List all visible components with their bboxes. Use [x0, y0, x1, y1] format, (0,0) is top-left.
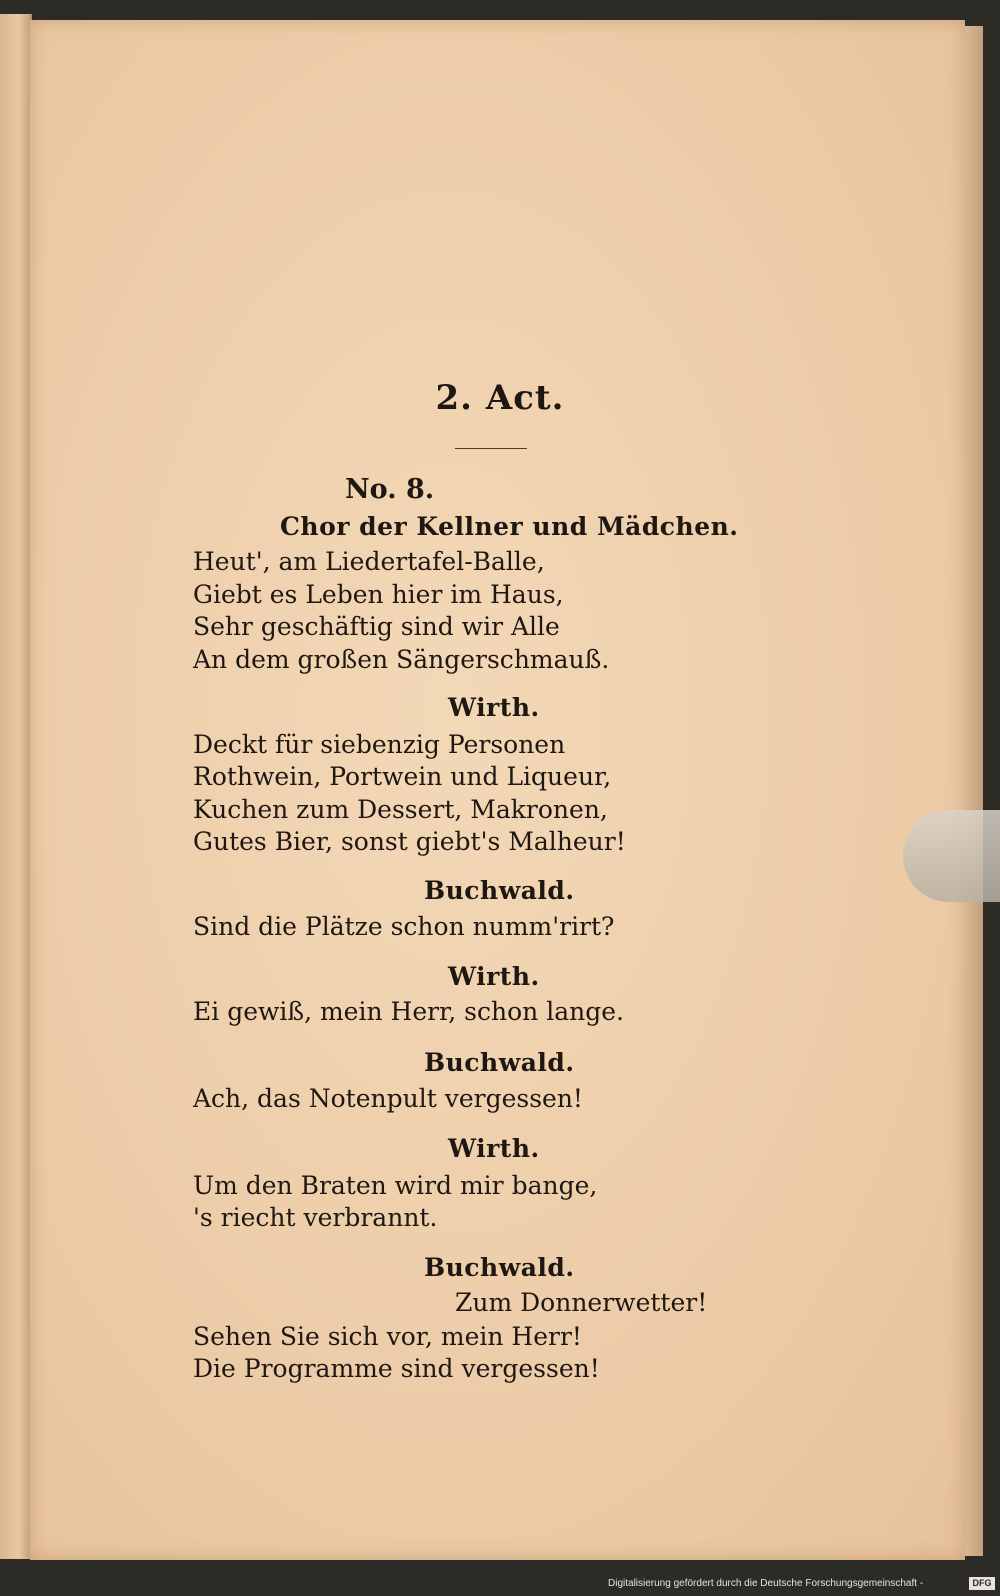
verse-line: An dem großen Sängerschmauß. — [193, 645, 610, 674]
right-page-edge — [965, 26, 983, 1556]
verse-line: Gutes Bier, sonst giebt's Malheur! — [193, 827, 626, 856]
title-divider — [455, 448, 527, 449]
verse-line: Kuchen zum Dessert, Makronen, — [193, 795, 608, 824]
verse-line: Sehen Sie sich vor, mein Herr! — [193, 1322, 582, 1351]
verse-line: Sind die Plätze schon numm'rirt? — [193, 912, 615, 941]
left-page-edge — [0, 14, 32, 1559]
verse-line: Sehr geschäftig sind wir Alle — [193, 612, 560, 641]
verse-line: Ach, das Notenpult vergessen! — [193, 1084, 583, 1113]
verse-line: Um den Braten wird mir bange, — [193, 1171, 598, 1200]
verse-line: Zum Donnerwetter! — [455, 1288, 708, 1317]
scanner-clip — [903, 810, 1000, 902]
speaker-heading: Buchwald. — [424, 876, 575, 905]
speaker-heading: Buchwald. — [424, 1048, 575, 1077]
verse-line: Deckt für siebenzig Personen — [193, 730, 566, 759]
scene-number: No. 8. — [345, 474, 435, 505]
speaker-heading: Wirth. — [448, 962, 540, 991]
verse-line: Die Programme sind vergessen! — [193, 1354, 600, 1383]
speaker-heading: Wirth. — [448, 693, 540, 722]
verse-line: Rothwein, Portwein und Liqueur, — [193, 762, 612, 791]
verse-line: Giebt es Leben hier im Haus, — [193, 580, 564, 609]
digitization-credit: Digitalisierung gefördert durch die Deutsche Forschungsgemeinschaft - — [608, 1578, 924, 1589]
act-title: 2. Act. — [435, 378, 565, 418]
speaker-heading: Wirth. — [448, 1134, 540, 1163]
speaker-heading: Buchwald. — [424, 1253, 575, 1282]
verse-line: 's riecht verbrannt. — [193, 1203, 438, 1232]
dfg-logo: DFG — [969, 1577, 995, 1590]
verse-line: Ei gewiß, mein Herr, schon lange. — [193, 997, 624, 1026]
verse-line: Heut', am Liedertafel-Balle, — [193, 547, 545, 576]
speaker-heading: Chor der Kellner und Mädchen. — [280, 512, 739, 541]
